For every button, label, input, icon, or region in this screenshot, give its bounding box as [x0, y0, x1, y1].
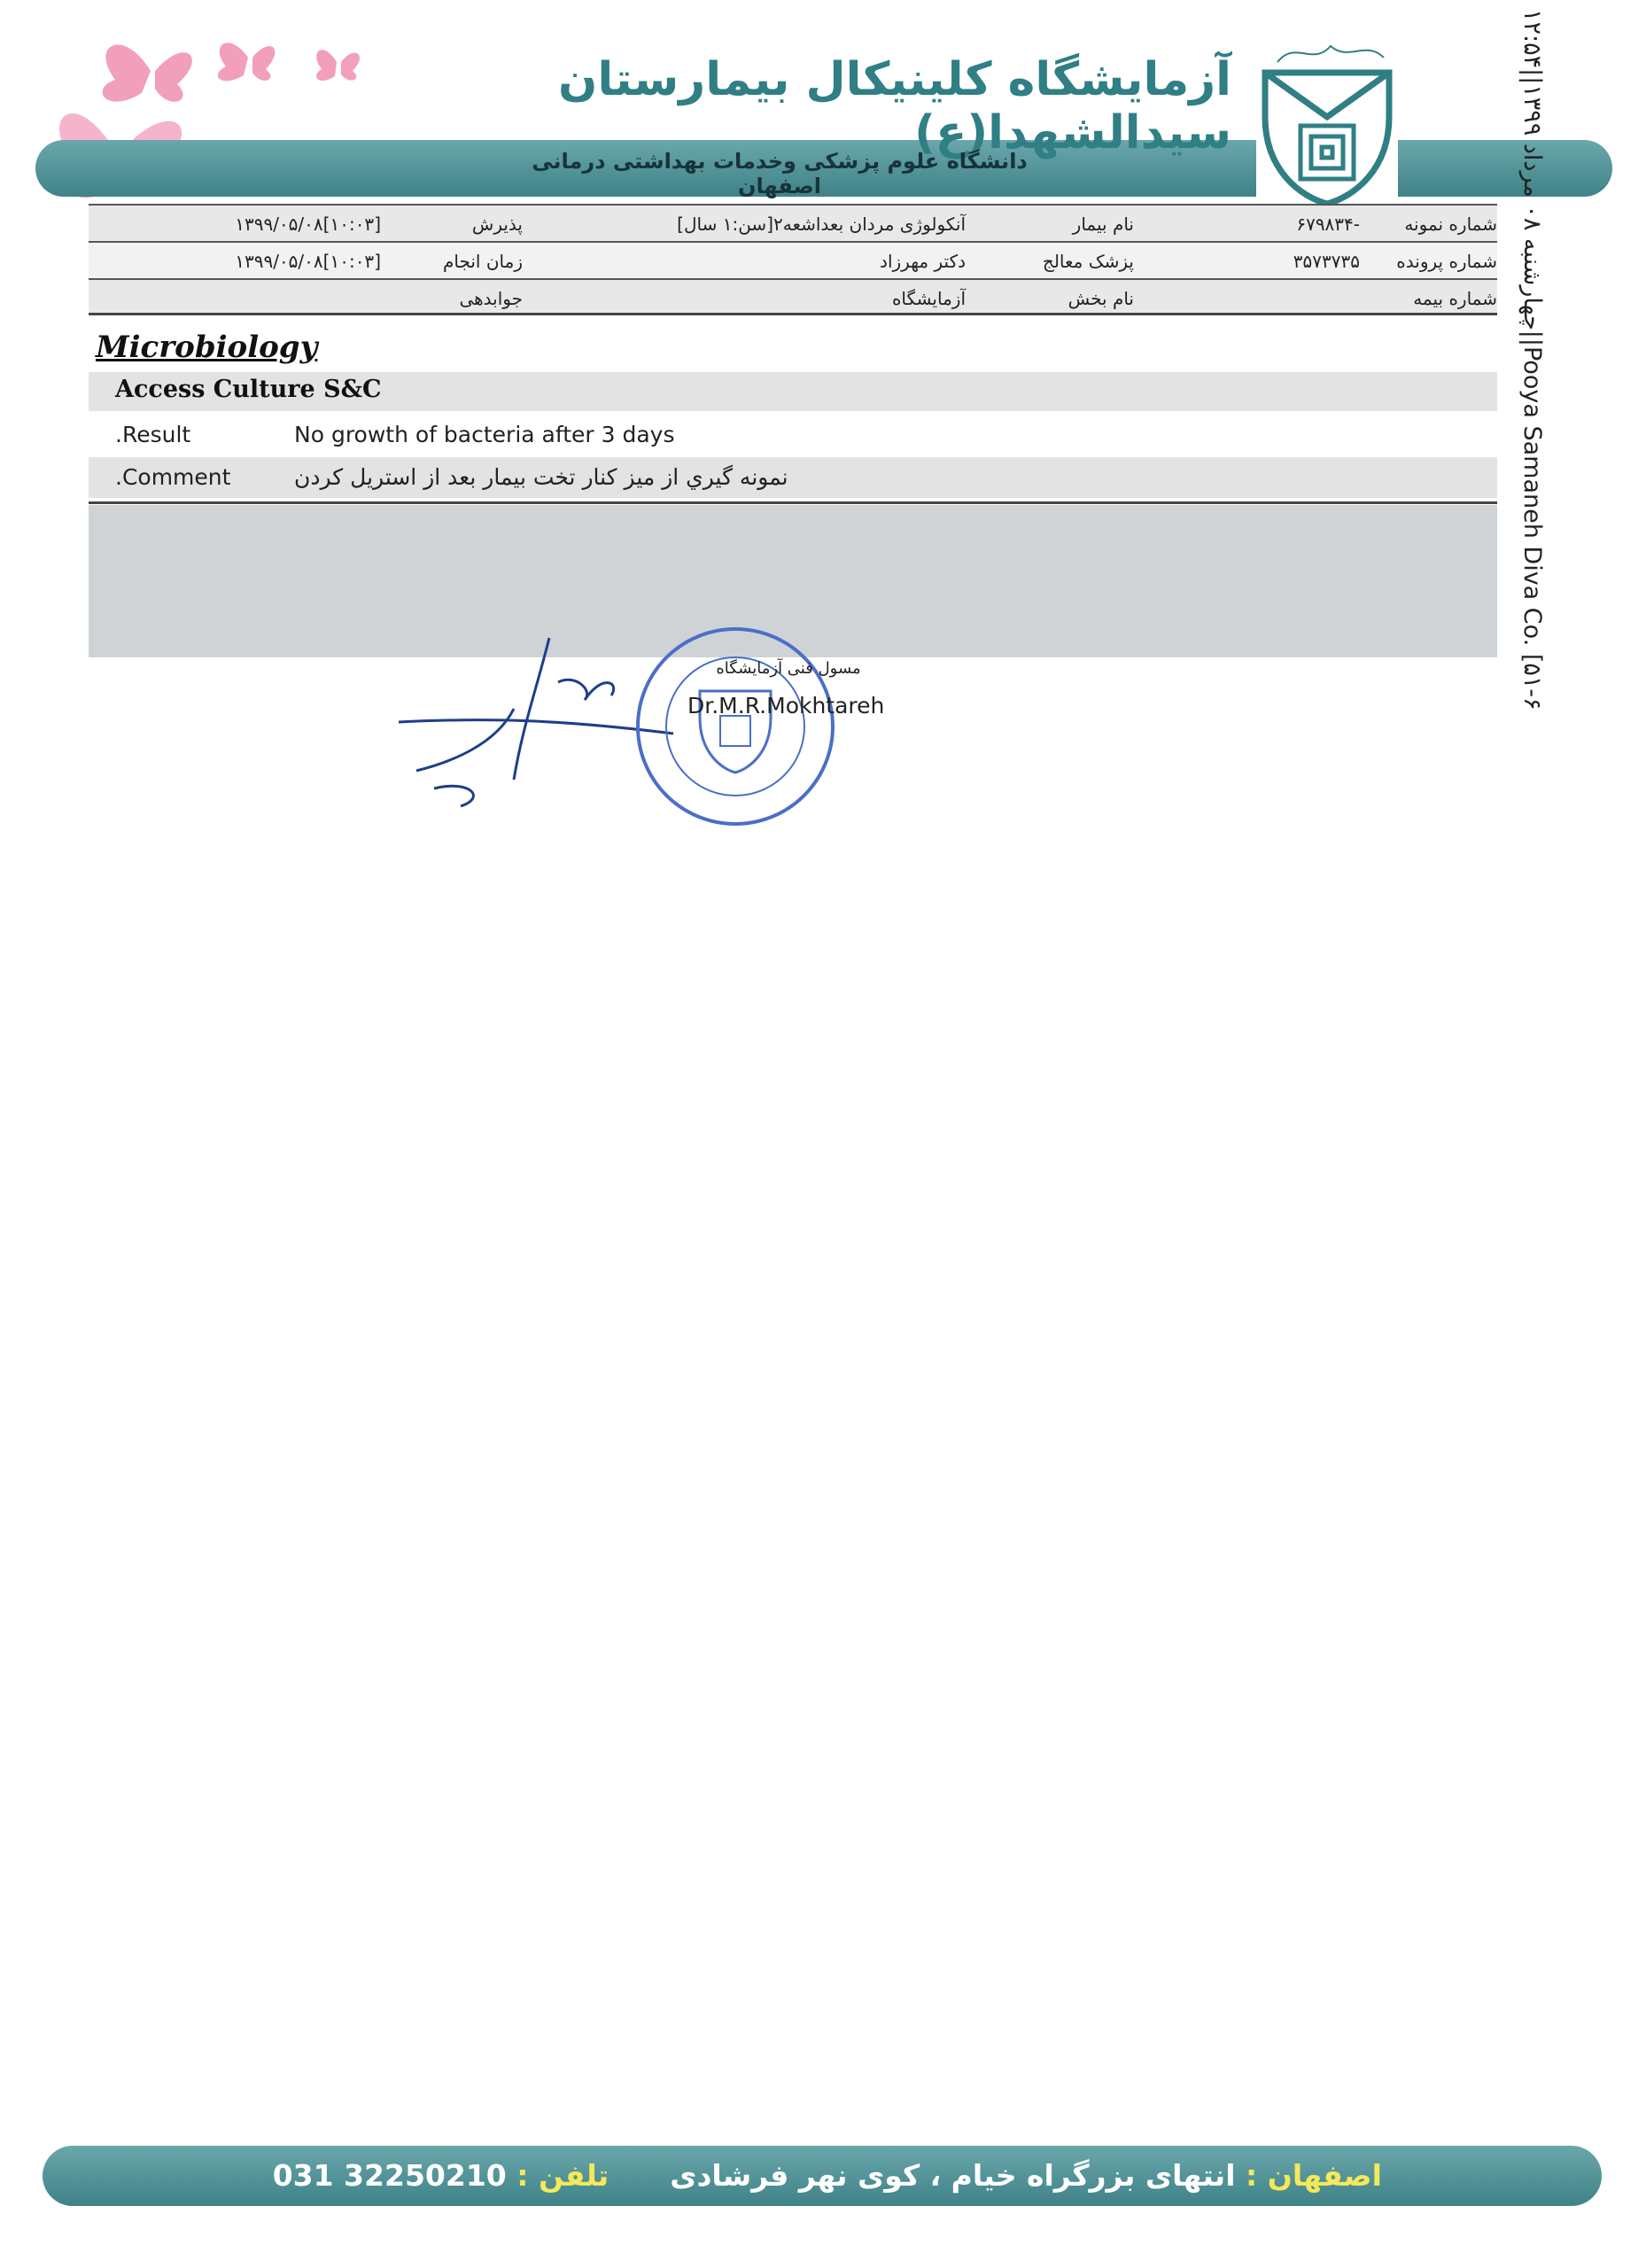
- footer-street: انتهای بزرگراه خیام ، کوی نهر فرشادی: [670, 2158, 1236, 2193]
- comment-value: نمونه گيري از ميز كنار تخت بيمار بعد از استريل كردن: [294, 464, 788, 490]
- insurance-no-label: شماره بیمه: [1413, 288, 1497, 309]
- logo-calligraphy: [1269, 35, 1393, 71]
- side-timestamp-text: ۱۲:۵۴||۱۳۹۹ چهارشنبه ۰۸ مرداد||Pooya Samaneh Diva Co. [۵۱-۶: [1518, 9, 1546, 711]
- section-title: Microbiology: [96, 330, 318, 365]
- footer-phone-label: تلفن :: [516, 2158, 609, 2193]
- lab-title: آزمایشگاه کلینیکال بیمارستان سیدالشهدا(ع): [558, 53, 1231, 159]
- physician-value: دکتر مهرزاد: [880, 251, 966, 272]
- file-no-value: ۳۵۷۳۷۳۵: [1293, 251, 1360, 272]
- info-row: [89, 204, 1497, 241]
- response-label: جوابدهی: [459, 288, 523, 309]
- result-row: [89, 415, 1497, 455]
- lab-technical-manager-label: مسول فنی آزمایشگاه: [716, 659, 861, 678]
- info-row: [89, 278, 1497, 315]
- comment-label: .Comment: [115, 464, 231, 490]
- footer-address: [230, 2158, 1382, 2193]
- sample-no-value: -۶۷۹۸۳۴: [1296, 214, 1360, 235]
- side-timestamp: [1510, 9, 1546, 762]
- signature-stamp-graphic: [381, 620, 983, 886]
- doctor-name: Dr.M.R.Mokhtareh: [687, 693, 885, 718]
- admission-value: [۱۰:۰۳]۱۳۹۹/۰۵/۰۸: [235, 214, 381, 235]
- footer-city: اصفهان :: [1246, 2158, 1382, 2193]
- university-name: دانشگاه علوم پزشکی وخدمات بهداشتی درمانی اصفهان: [532, 149, 1028, 198]
- done-time-value: [۱۰:۰۳]۱۳۹۹/۰۵/۰۸: [235, 251, 381, 272]
- ward-value: آزمایشگاه: [891, 288, 966, 309]
- sample-no-label: شماره نمونه: [1404, 214, 1497, 235]
- patient-info-table: [89, 204, 1497, 315]
- test-name: Access Culture S&C: [115, 376, 382, 403]
- ward-label: نام بخش: [1068, 288, 1134, 309]
- result-label: .Result: [115, 422, 191, 447]
- admission-label: پذیرش: [471, 214, 523, 235]
- file-no-label: شماره پرونده: [1396, 251, 1497, 272]
- patient-name-value: آنکولوژی مردان بعداشعه۲[سن:۱ سال]: [677, 214, 966, 235]
- result-value: No growth of bacteria after 3 days: [294, 422, 675, 447]
- physician-label: پزشک معالج: [1042, 251, 1134, 272]
- footer-phone: 031 32250210: [272, 2158, 507, 2193]
- hospital-logo: [1256, 55, 1398, 206]
- comment-row: [89, 457, 1497, 498]
- divider: [89, 501, 1497, 504]
- done-time-label: زمان انجام: [442, 251, 523, 272]
- info-row: [89, 241, 1497, 278]
- patient-name-label: نام بیمار: [1072, 214, 1134, 235]
